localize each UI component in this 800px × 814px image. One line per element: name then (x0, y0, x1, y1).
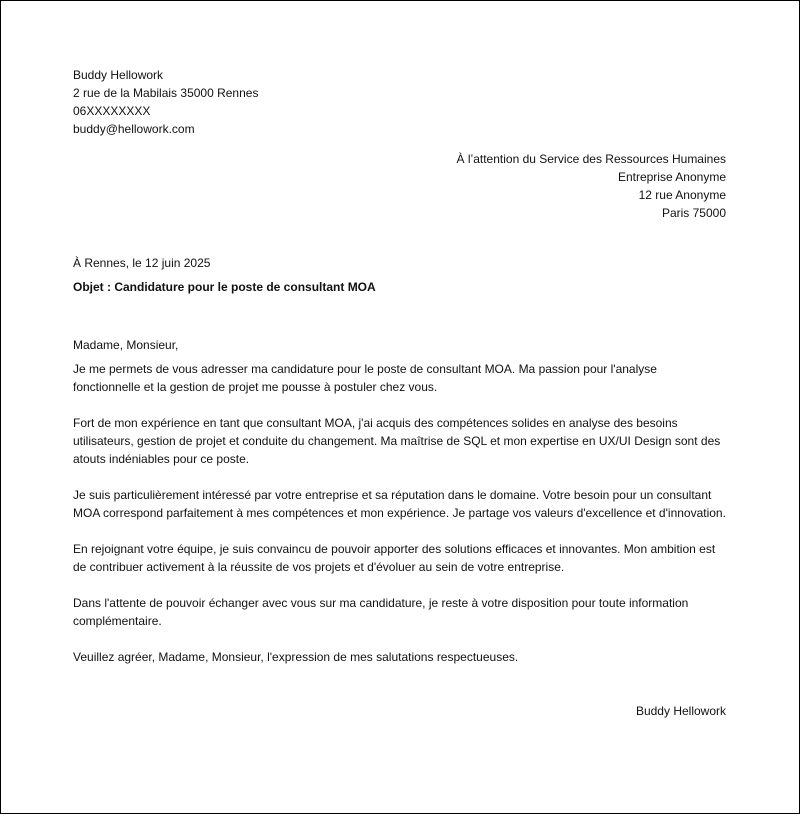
body-paragraph: Je me permets de vous adresser ma candidature pour le poste de consultant MOA. Ma passion pour l'analyse fonctionnelle et la gestion de projet me pousse à postuler chez vous. (73, 362, 657, 394)
sender-address: 2 rue de la Mabilais 35000 Rennes (73, 86, 259, 100)
sender-name: Buddy Hellowork (73, 68, 164, 82)
recipient-block (73, 150, 726, 222)
recipient-city: Paris 75000 (661, 206, 726, 220)
body-paragraph: En rejoignant votre équipe, je suis convaincu de pouvoir apporter des solutions efficaces et innovantes. Mon ambition est de contribuer activement à la réussite de vos projets et d'évoluer au sein de votre entreprise. (73, 542, 716, 574)
letter-body (73, 360, 726, 666)
letter-salutation: Madame, Monsieur, (73, 338, 179, 352)
recipient-company: Entreprise Anonyme (617, 170, 726, 184)
sender-phone: 06XXXXXXXX (73, 104, 151, 118)
letter-signature: Buddy Hellowork (635, 704, 726, 718)
body-paragraph: Dans l'attente de pouvoir échanger avec vous sur ma candidature, je reste à votre disposition pour toute information complémentaire. (73, 596, 689, 628)
sender-email: buddy@hellowork.com (73, 122, 195, 136)
body-paragraph: Je suis particulièrement intéressé par votre entreprise et sa réputation dans le domaine. Votre besoin pour un consultant MOA correspond parfaitement à mes compétences et mon expérience. Je partage vos valeurs d'excellence et d'innovation. (73, 488, 726, 520)
letter-subject: Objet : Candidature pour le poste de consultant MOA (73, 280, 376, 294)
letter-closing: Veuillez agréer, Madame, Monsieur, l'expression de mes salutations respectueuses. (73, 650, 519, 664)
recipient-attention: À l’attention du Service des Ressources Humaines (456, 152, 726, 166)
letter-date: À Rennes, le 12 juin 2025 (73, 256, 211, 270)
body-paragraph: Fort de mon expérience en tant que consultant MOA, j'ai acquis des compétences solides en analyse des besoins utilisateurs, gestion de projet et conduite du changement. Ma maîtrise de SQL et mon expertise en UX/UI Design sont des atouts indéniables pour ce poste. (73, 416, 721, 466)
sender-block (73, 66, 726, 138)
recipient-street: 12 rue Anonyme (638, 188, 726, 202)
